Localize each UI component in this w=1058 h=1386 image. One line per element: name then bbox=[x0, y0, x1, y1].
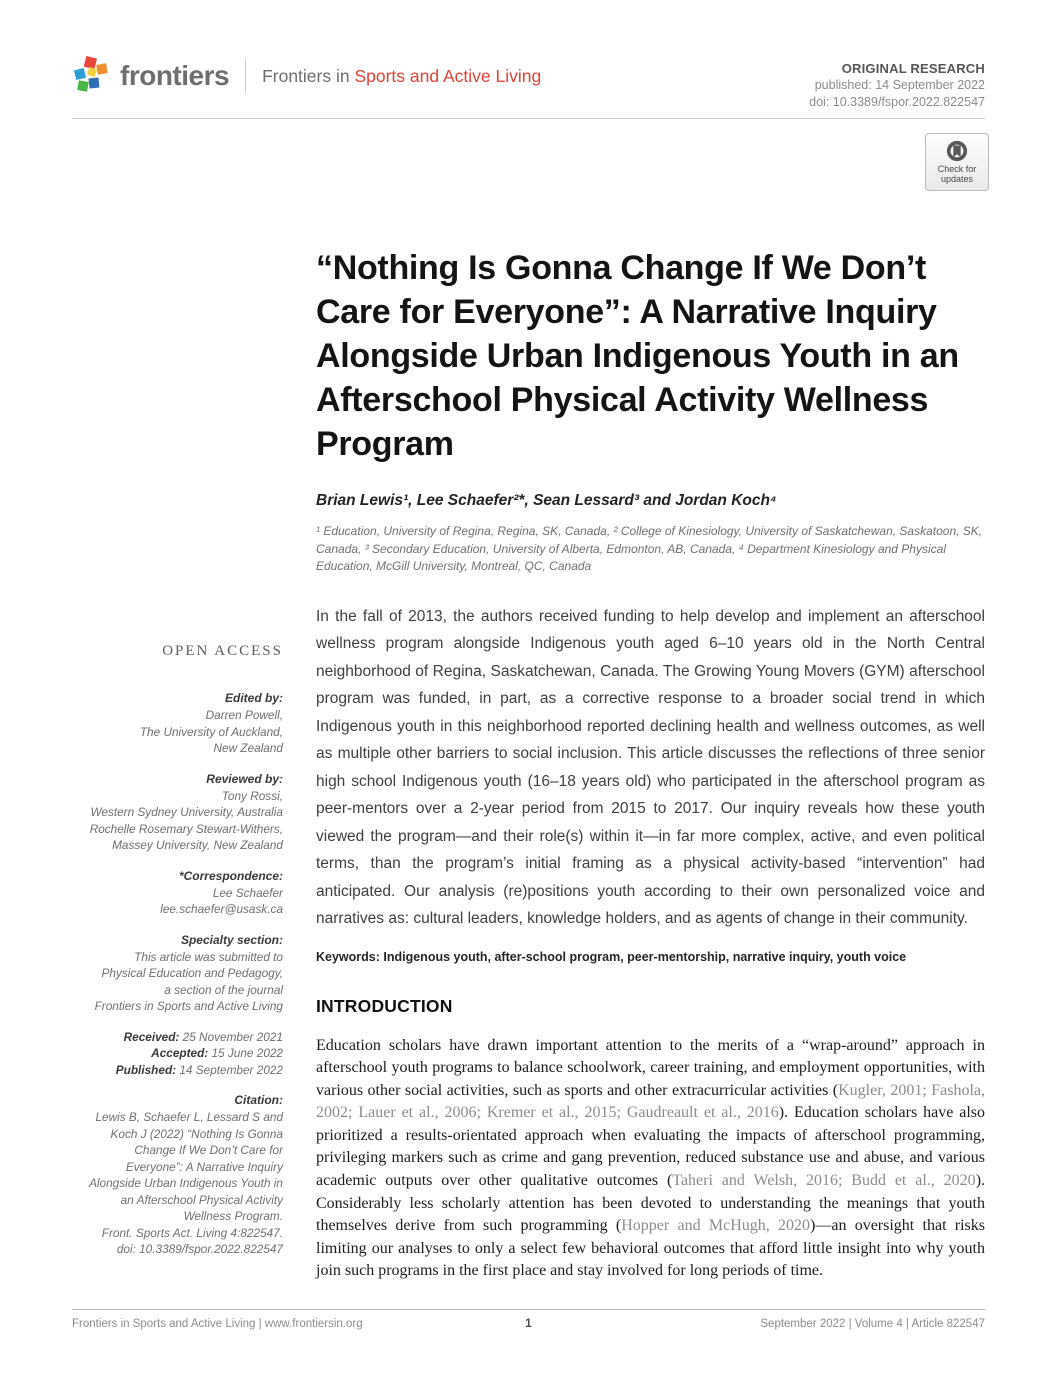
introduction-paragraph bbox=[316, 1035, 985, 1284]
citation-line: doi: 10.3389/fspor.2022.822547 bbox=[116, 1242, 283, 1256]
citation-line: Alongside Urban Indigenous Youth in bbox=[89, 1176, 283, 1190]
doi-line: doi: 10.3389/fspor.2022.822547 bbox=[809, 95, 985, 109]
check-for-updates-label: Check for updates bbox=[937, 163, 977, 184]
affiliations: ¹ Education, University of Regina, Regina, SK, Canada, ² College of Kinesiology, University of Saskatchewan, Saskatoon, SK, Canada, ³ Secondary Education, University of Alberta, Edmonton, AB, Canada, ⁴ Department Kinesiology and Physical Education, McGill University, Montreal, QC, Canada bbox=[316, 524, 983, 573]
journal-title bbox=[262, 66, 541, 87]
footer-divider bbox=[72, 1309, 985, 1310]
article-meta-sidebar bbox=[72, 643, 283, 1272]
citation-line: Koch J (2022) “Nothing Is Gonna bbox=[110, 1126, 283, 1141]
edited-by-label: Edited by: bbox=[224, 691, 283, 705]
body-text-segment: ). Education scholars have also prioritized a results-orientated approach when evaluating the impacts of afterschool programming, privileging markers such as crime and gang prevention, reduced substance use and abuse, and various academic outputs over other qualitative outcomes ( bbox=[316, 1104, 985, 1190]
sidebar-group-dates bbox=[72, 1029, 283, 1079]
published-date: Published: 14 September 2022 bbox=[115, 1062, 283, 1077]
footer-issue-info: September 2022 | Volume 4 | Article 822547 bbox=[760, 1318, 985, 1330]
journal-title-name: Sports and Active Living bbox=[354, 65, 542, 86]
publication-info bbox=[809, 60, 985, 111]
sidebar-group-correspondence bbox=[72, 868, 283, 918]
citation-link[interactable]: Kugler, 2001; Fashola, 2002; Lauer et al., 2006; Kremer et al., 2015; Gaudreault et al., 2016 bbox=[316, 1081, 985, 1122]
accepted-date: Accepted: 15 June 2022 bbox=[151, 1046, 283, 1060]
sidebar-group-specialty-section bbox=[72, 932, 283, 1015]
correspondence-email[interactable]: lee.schaefer@usask.ca bbox=[160, 902, 283, 916]
citation-line: Lewis B, Schaefer L, Lessard S and bbox=[95, 1110, 283, 1124]
citation-line: Everyone”: A Narrative Inquiry bbox=[125, 1159, 283, 1174]
page-number: 1 bbox=[525, 1318, 532, 1330]
footer-journal-url: Frontiers in Sports and Active Living | www.frontiersin.org bbox=[72, 1318, 363, 1330]
journal-title-prefix: Frontiers in bbox=[262, 65, 355, 86]
sidebar-group-edited-by bbox=[72, 690, 283, 757]
introduction-heading: INTRODUCTION bbox=[316, 995, 453, 1016]
specialty-section-label: Specialty section: bbox=[180, 932, 283, 947]
citation-label: Citation: bbox=[234, 1093, 283, 1107]
crossmark-icon bbox=[946, 140, 968, 162]
body-text-segment: ). Considerably less scholarly attention has been devoted to understanding the meanings that youth themselves derive from such programming ( bbox=[316, 1172, 986, 1235]
reviewed-by-line: Tony Rossi, bbox=[221, 788, 283, 803]
check-for-updates-badge[interactable] bbox=[925, 133, 989, 191]
citation-line: Wellness Program. bbox=[183, 1209, 283, 1223]
citation-line: Change If We Don’t Care for bbox=[134, 1143, 283, 1157]
edited-by-line: Darren Powell, bbox=[205, 708, 283, 722]
sidebar-group-citation bbox=[72, 1092, 283, 1258]
header-divider bbox=[72, 118, 985, 119]
frontiers-wordmark: frontiers bbox=[120, 60, 230, 91]
edited-by-line: New Zealand bbox=[213, 741, 283, 755]
sidebar-group-reviewed-by bbox=[72, 771, 283, 854]
reviewed-by-label: Reviewed by: bbox=[206, 771, 283, 786]
article-title: “Nothing Is Gonna Change If We Don’t Care for Everyone”: A Narrative Inquiry Alongside Urban Indigenous Youth in an Afterschool Physical Activity Wellness Program bbox=[316, 249, 959, 463]
correspondence-label: *Correspondence: bbox=[178, 868, 283, 883]
masthead bbox=[72, 56, 541, 96]
specialty-section-line: a section of the journal bbox=[164, 982, 283, 997]
edited-by-line: The University of Auckland, bbox=[139, 724, 283, 739]
body-text-segment: )—an oversight that risks limiting our analyses to only a select few behavioral outcomes that afford little insight into why youth join such programs in the first place and stay involved for long periods of time. bbox=[316, 1217, 986, 1280]
correspondence-line: Lee Schaefer bbox=[212, 885, 283, 900]
reviewed-by-line: Rochelle Rosemary Stewart-Withers, bbox=[89, 821, 283, 836]
citation-link[interactable]: Hopper and McHugh, 2020 bbox=[621, 1217, 811, 1235]
citation-line: Front. Sports Act. Living 4:822547. bbox=[101, 1225, 283, 1240]
keywords-line: Keywords: Indigenous youth, after-school program, peer-mentorship, narrative inquiry, youth voice bbox=[316, 949, 907, 964]
citation-link[interactable]: Taheri and Welsh, 2016; Budd et al., 2020 bbox=[672, 1172, 976, 1190]
article-type: ORIGINAL RESEARCH bbox=[841, 61, 985, 76]
abstract-text: In the fall of 2013, the authors received funding to help develop and implement an afterschool wellness program alongside Indigenous youth aged 6–10 years old in the North Central neighborhood of Regina, Saskatchewan, Canada. The Growing Young Movers (GYM) afterschool program was funded, in part, as a corrective response to a broader social trend in which Indigenous youth in this neighborhood reported declining health and wellness outcomes, as well as multiple other barriers to social inclusion. This article discusses the reflections of three senior high school Indigenous youth (16–18 years old) who participated in the afterschool program as peer-mentors over a 2-year period from 2015 to 2017. Our inquiry reveals how these youth viewed the program—and their role(s) within it—in far more complex, active, and even political terms, than the program’s initial framing as a physical activity-based “intervention” had anticipated. Our analysis (re)positions youth according to their own personalized voice and narratives as: cultural leaders, knowledge holders, and as agents of change in their community. bbox=[316, 607, 985, 927]
published-date: published: 14 September 2022 bbox=[814, 78, 985, 92]
specialty-section-line: Frontiers in Sports and Active Living bbox=[94, 999, 283, 1013]
citation-line: an Afterschool Physical Activity bbox=[120, 1192, 283, 1207]
specialty-section-line: Physical Education and Pedagogy, bbox=[101, 966, 283, 980]
specialty-section-line: This article was submitted to bbox=[134, 949, 283, 964]
open-access-label: OPEN ACCESS bbox=[162, 643, 283, 659]
reviewed-by-line: Western Sydney University, Australia bbox=[90, 805, 283, 819]
masthead-divider bbox=[245, 59, 246, 93]
sidebar-groups bbox=[72, 690, 283, 1258]
frontiers-logo-icon bbox=[72, 56, 112, 96]
author-list: Brian Lewis¹, Lee Schaefer²*, Sean Lessard³ and Jordan Koch⁴ bbox=[316, 492, 777, 509]
received-date: Received: 25 November 2021 bbox=[123, 1029, 283, 1044]
article-main-column bbox=[316, 246, 985, 1283]
reviewed-by-line: Massey University, New Zealand bbox=[112, 838, 283, 852]
body-text-segment: Education scholars have drawn important attention to the merits of a “wrap-around” approach in afterschool youth programs to balance schoolwork, career training, and employment opportunities, with various other social activities, such as sports and other extracurricular activities ( bbox=[316, 1036, 985, 1099]
